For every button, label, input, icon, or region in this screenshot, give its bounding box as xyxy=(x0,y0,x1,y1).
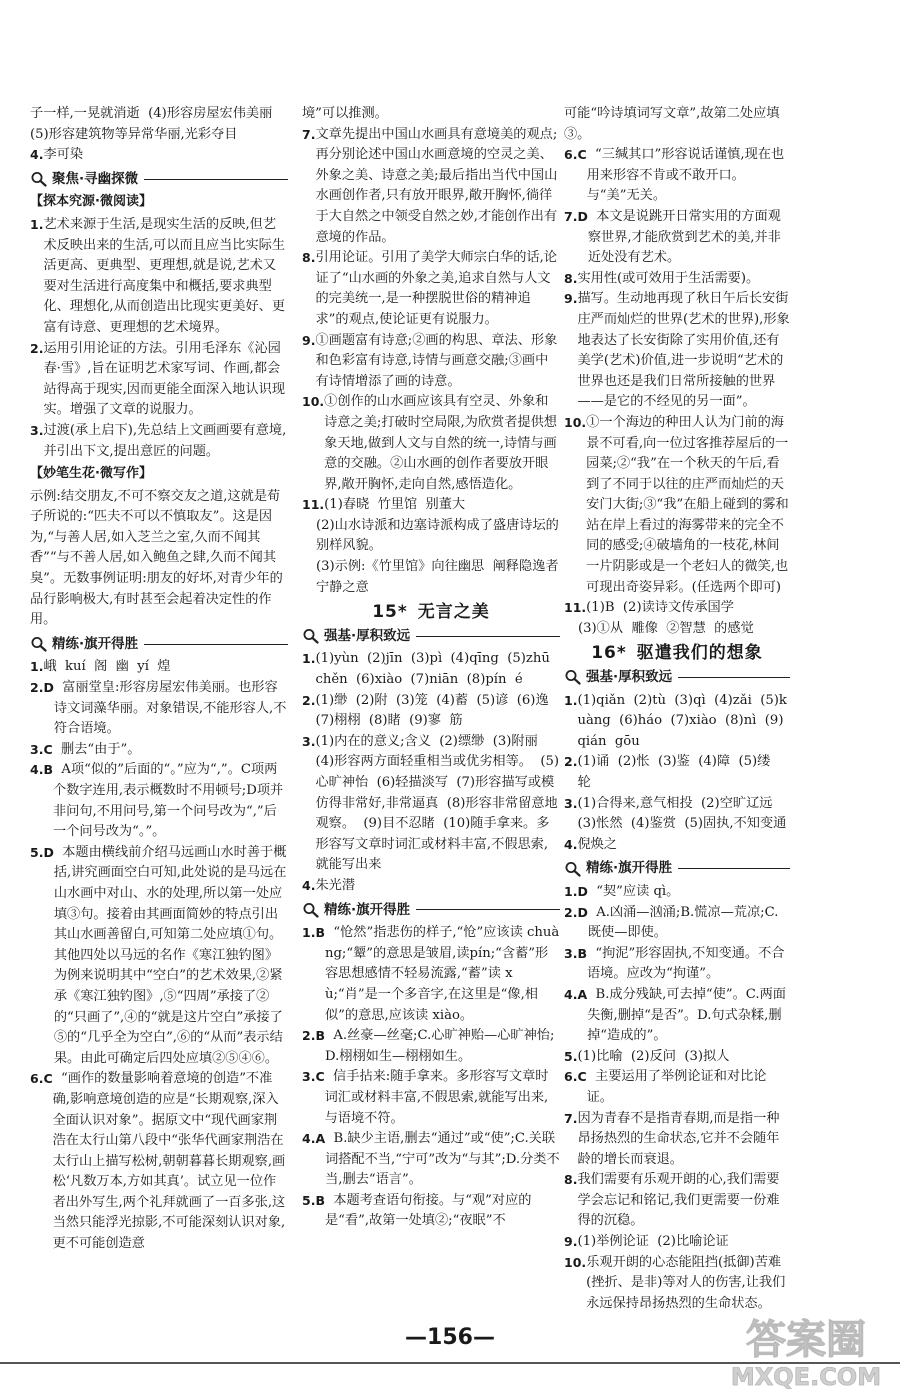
answer-text: 本题由横线前介绍马远画山水时善于概括,讲究画面空白可知,此处说的是马远在山水画中对山、水的处理,所以第一处应填③句。接着由其画面简妙的特点引出其山水画善留白,可知第二处应填①句。其他四处以马远的名作《寒江独钓图》为例来说明其中“空白”的艺术效果,②紧承《寒江独钓图》,⑤“四周”承接了②的“只画了”,④的“就是这片空白”承接了⑤的“几乎全为空白”,⑥的“从而”表示结果。由此可确定后四处应填②⑤④⑥。 xyxy=(53,844,287,1066)
answer-text: ①创作的山水画应该具有空灵、外象和诗意之美;打破时空局限,为欣赏者提供想象天地,做到人文与自然的统一,诗情与画意的交融。②山水画的创作者要放开眼界,敞开胸怀,走向自然,感悟造化。 xyxy=(324,394,557,492)
answer-text: 信手拈来:随手拿来。多形容写文章时词汇或材料丰富,不假思索,就能写出来,与语境不符。 xyxy=(324,1069,549,1126)
answer-text: (1)yùn (2)jīn (3)pì (4)qīng (5)zhū chěn (6)xiào (7)niān (8)pín é xyxy=(315,651,559,688)
section-title: 强基·厚积致远 xyxy=(324,627,411,644)
watermark-logo xyxy=(722,1315,890,1390)
answer-number: 3.B xyxy=(564,945,587,961)
answer-text: 倪焕之 xyxy=(577,836,618,852)
answer-text: ①一个海边的种田人认为门前的海景不可看,向一位过客推荐屋后的一园菜;②“我”在一个秋天的午后,看到了不同于以往的庄严而灿烂的天安门大街;③“我”在船上碰到的雾和站在岸上看过的海雾带来的完全不同的感受;④破墙角的一枝花,林间一片阴影或是一个老妇人的微笑,也可现出奇姿异彩。(任选两个即可) xyxy=(586,414,789,595)
answer-item xyxy=(564,882,790,903)
answer-number: 8. xyxy=(302,250,316,266)
answer-item xyxy=(302,1026,560,1067)
answer-number: 1.B xyxy=(302,925,325,941)
answer-number: 7.D xyxy=(564,208,588,224)
section-header xyxy=(302,626,560,647)
lesson-number: 15* xyxy=(372,602,408,623)
answer-text: (1)合得来,意气相投 (2)空旷辽远 (3)怅然 (4)鉴赏 (5)固执,不知变通 xyxy=(577,795,787,832)
answer-number: 10. xyxy=(564,1254,587,1270)
answer-text: 主要运用了举例论证和对比论证。 xyxy=(586,1069,767,1105)
answer-text: 因为青春不是指青春期,而是指一种昂扬热烈的生命状态,它并不会随年龄的增长而衰退。 xyxy=(577,1110,780,1167)
answer-text: B.缺少主语,删去“通过”或“使”;C.关联词搭配不当,“宁可”改为“与其”;D.分类不当,删去“语言”。 xyxy=(325,1131,560,1188)
answer-number: 4. xyxy=(564,836,578,852)
magnifier-icon-svg xyxy=(564,669,582,685)
magnifier-icon-svg xyxy=(564,861,582,877)
answer-number: 1. xyxy=(30,659,44,675)
answer-item xyxy=(30,740,288,761)
answer-text: A.丝豪—丝毫;C.心旷神贻—心旷神怡;D.栩栩如生—栩栩如生。 xyxy=(324,1028,555,1064)
answer-number: 1. xyxy=(564,692,578,708)
magnifier-icon xyxy=(302,902,320,918)
answer-text: (1)内在的意义;含义 (2)缥缈 (3)附丽 (4)形容两方面轻重相当或优劣相等。 (5)心旷神怡 (6)轻描淡写 (7)形容描写或模仿得非常好,非常逼真 (8)形容非常留意地观察。 (9)目不忍睹 (10)随手拿来。多形容写文章时词汇或材料丰富,不假思索,就能写出来 xyxy=(315,733,560,873)
answer-text: B.成分残缺,可去掉“使”。C.两面失衡,删掉“是否”。D.句式杂糅,删掉“造成的”。 xyxy=(587,986,786,1044)
lesson-number: 16* xyxy=(591,643,627,664)
watermark-url: MXQE.COM xyxy=(730,1363,882,1390)
magnifier-icon xyxy=(564,669,582,685)
answer-number: 5.B xyxy=(302,1192,325,1208)
answer-item xyxy=(564,835,790,856)
answer-item xyxy=(564,985,790,1047)
answer-item xyxy=(302,691,560,732)
answer-text: 朱光潜 xyxy=(315,877,356,893)
answer-item xyxy=(30,1069,288,1254)
answer-item xyxy=(302,248,560,330)
subsection-title: 【探本究源·微阅读】 xyxy=(30,194,152,210)
answer-number: 8. xyxy=(564,270,578,286)
answer-text: 文章先提出中国山水画具有意境美的观点;再分别论述中国山水画意境的空灵之美、外象之美、诗意之美;最后指出当代中国山水画创作者,只有放开眼界,敞开胸怀,徜徉于大自然之中领受自然之妙,才能创作出有意境的作品。 xyxy=(315,126,558,245)
answer-text: 删去“由于”。 xyxy=(52,741,141,757)
magnifier-icon-svg xyxy=(302,628,320,644)
answer-item xyxy=(564,903,790,944)
answer-item xyxy=(302,1067,560,1129)
answer-text: 乐观开朗的心态能阻挡(抵御)苦难(挫折、是非)等对人的伤害,让我们永远保持昂扬热烈的生命状态。 xyxy=(586,1254,786,1311)
answer-number: 10. xyxy=(302,394,325,410)
answer-item xyxy=(302,392,560,495)
answer-item xyxy=(564,752,790,793)
answer-number: 3.C xyxy=(302,1069,325,1085)
answer-paragraph: (3)①从 雕像 ②智慧 的感觉 xyxy=(578,620,754,636)
answer-number: 3. xyxy=(302,733,316,749)
answer-item xyxy=(564,691,790,753)
answer-text: (1)B (2)读诗文传承国学 xyxy=(586,600,734,616)
answer-paragraph: 示例:结交朋友,不可不察交友之道,这就是荀子所说的:“匹夫不可以不慎取友”。这是因为,“与善人居,如入芝兰之室,久而不闻其香”“与不善人居,如入鲍鱼之肆,久而不闻其臭”。无数事例证明:朋友的好坏,对青少年的品行影响极大,有时甚至会起着决定性的作用。 xyxy=(30,488,283,628)
answer-number: 1. xyxy=(302,651,316,667)
answer-number: 2.B xyxy=(302,1028,325,1044)
answer-number: 1.D xyxy=(564,883,588,899)
answer-text: 富丽堂皇:形容房屋宏伟美丽。也形容诗文词藻华丽。对象错误,不能形容人,不符合语境。 xyxy=(53,680,287,737)
answer-number: 7. xyxy=(302,126,316,142)
answer-text: “怆然”指悲伤的样子,“怆”应该读 chuàng;“颦”的意思是皱眉,读pín;“含蓄”形容思想感情不轻易流露,“蓄”读 xù;“肖”是一个多音字,在这里是“像,相似”的意思,应该读 xiào。 xyxy=(324,925,560,1023)
subsection-title: 【妙笔生花·微写作】 xyxy=(30,466,152,482)
answer-item xyxy=(564,1067,790,1108)
answer-text: 境”可以推测。 xyxy=(302,106,388,121)
magnifier-icon-svg xyxy=(30,171,48,187)
answer-number: 2.D xyxy=(564,904,588,920)
section-title: 精练·旗开得胜 xyxy=(586,860,673,877)
lesson-name: 无言之美 xyxy=(417,602,490,623)
answer-number: 2.D xyxy=(30,680,54,696)
answer-text: 本文是说跳开日常实用的方面观察世界,才能欣赏到艺术的美,并非近处没有艺术。 xyxy=(587,208,781,266)
answer-item xyxy=(30,843,288,1070)
page-number: —156— xyxy=(405,1325,495,1350)
answer-text: 运用引用论证的方法。引用毛泽东《沁园春·雪》,旨在证明艺术家写词、作画,都会站得高于现实,因而更能全面深入地认识现实。增强了文章的说服力。 xyxy=(43,340,286,418)
answer-paragraph: (3)示例:《竹里馆》向往幽思 阐释隐逸者宁静之意 xyxy=(316,559,559,595)
answer-item xyxy=(564,1232,790,1253)
answer-text: (1)举例论证 (2)比喻论证 xyxy=(577,1234,729,1250)
answer-item xyxy=(302,495,560,516)
section-header xyxy=(30,634,288,655)
answer-item xyxy=(564,1047,790,1068)
answer-text: “三缄其口”形容说话谨慎,现在也用来形容不肯或不敢开口。与“美”无关。 xyxy=(586,147,785,204)
answer-item xyxy=(302,732,560,876)
answer-text: A项“似的”后面的“。”应为“,”。C项两个数字连用,表示概数时不用顿号;D项并非问句,不用问号,第一个问号改为“,”后一个问号改为“。”。 xyxy=(52,762,284,840)
answer-item xyxy=(302,1191,560,1232)
answer-number: 5.D xyxy=(30,844,54,860)
column-right xyxy=(564,104,790,1314)
answer-text: “契”应读 qì。 xyxy=(587,883,680,899)
answer-text: 可能“吟诗填词写文章”,故第二处应填③。 xyxy=(564,106,780,142)
answer-item xyxy=(30,421,288,462)
answer-item xyxy=(302,649,560,690)
answer-item xyxy=(564,269,790,290)
answer-number: 6.C xyxy=(564,1069,587,1085)
answer-number: 10. xyxy=(564,414,587,430)
answer-item xyxy=(564,1170,790,1232)
magnifier-icon xyxy=(30,171,48,187)
answer-item xyxy=(30,215,288,339)
answer-number: 11. xyxy=(564,600,587,616)
answer-item xyxy=(564,1253,790,1315)
column-left xyxy=(30,104,288,1255)
section-title: 聚焦·寻幽探微 xyxy=(52,170,139,187)
answer-number: 3.C xyxy=(30,741,53,757)
answer-number: 2. xyxy=(564,754,578,770)
lesson-title xyxy=(302,602,560,623)
section-header xyxy=(302,900,560,921)
answer-text: “画作的数量影响着意境的创造”不准确,影响意境创造的应是“长期观察,深入全面认识对象”。据原文中“现代画家荆浩在太行山第八段中“张华代画家荆浩在太行山上描写松树,朝朝暮暮长期观察,画松‘凡数万本,方如其真’。试立见一位作者出外写生,两个礼拜就画了一百多张,这当然只能浮光掠影,不可能深刻认识对象,更不可能创造意 xyxy=(52,1071,286,1252)
answer-item xyxy=(302,1129,560,1191)
answer-item xyxy=(564,145,790,207)
section-header xyxy=(30,169,288,190)
answer-number: 3. xyxy=(564,795,578,811)
answer-item xyxy=(302,104,560,125)
answer-item xyxy=(30,760,288,842)
answer-number: 11. xyxy=(302,497,325,513)
section-rule xyxy=(416,636,560,637)
answer-text: A.凶涌—汹涌;B.慌凉—荒凉;C.既使—即使。 xyxy=(587,904,779,941)
answer-item xyxy=(564,944,790,985)
answer-number: 9. xyxy=(564,1234,578,1250)
answer-text: 子一样,一晃就消逝 (4)形容房屋宏伟美丽 (5)形容建筑物等异常华丽,光彩夺目 xyxy=(30,106,281,142)
answer-text: 引用论证。引用了美学大师宗白华的话,论证了“山水画的外象之美,追求自然与人文的完美统一,是一种摆脱世俗的精神追求”的观点,使论证更有说服力。 xyxy=(315,250,558,327)
answer-number: 3. xyxy=(30,422,44,438)
answer-text: (1)比喻 (2)反问 (3)拟人 xyxy=(577,1048,730,1064)
answer-item xyxy=(564,598,790,619)
answer-item xyxy=(30,145,288,166)
answer-number: 4.A xyxy=(302,1131,326,1147)
section-title: 强基·厚积致远 xyxy=(586,669,673,686)
answer-text: (1)诵 (2)怅 (3)鉴 (4)障 (5)缕 轮 xyxy=(577,754,779,790)
answer-item xyxy=(564,1109,790,1171)
answer-text: 李可染 xyxy=(43,147,84,163)
answer-number: 4.A xyxy=(564,986,588,1002)
answer-item xyxy=(302,923,560,1026)
answer-number: 4.B xyxy=(30,762,53,778)
answer-number: 8. xyxy=(564,1172,578,1188)
magnifier-icon xyxy=(30,636,48,652)
section-rule xyxy=(678,868,790,869)
section-rule xyxy=(678,677,790,678)
answer-item xyxy=(564,289,790,413)
answer-text: (1)春晓 竹里馆 别董大 xyxy=(324,497,466,513)
answer-number: 6.C xyxy=(30,1071,53,1087)
magnifier-icon-svg xyxy=(302,902,320,918)
answer-item xyxy=(30,657,288,678)
answer-text: 我们需要有乐观开朗的心,我们需要学会忘记和铭记,我们更需要一份难得的沉稳。 xyxy=(577,1172,780,1229)
section-header xyxy=(564,667,790,688)
section-header xyxy=(564,858,790,879)
watermark-main: 答案圈 xyxy=(746,1317,866,1363)
answer-paragraph: (2)山水诗派和边塞诗派构成了盛唐诗坛的别样风貌。 xyxy=(316,517,559,554)
answer-item xyxy=(564,413,790,598)
answer-text: 峨 kuí 阁 幽 yí 煌 xyxy=(43,659,171,675)
answer-item xyxy=(30,678,288,740)
answer-number: 6.C xyxy=(564,147,587,163)
section-rule xyxy=(144,644,288,645)
lesson-title xyxy=(564,643,790,664)
answer-item xyxy=(564,104,790,145)
section-rule xyxy=(416,909,560,910)
answer-number: 2. xyxy=(302,692,316,708)
answer-number: 4. xyxy=(30,147,44,163)
answer-text: 艺术来源于生活,是现实生活的反映,但艺术反映出来的生活,可以而且应当比实际生活更高、更典型、更理想,就是说,艺术又要对生活进行高度集中和概括,要求典型化、理想化,从而创造出比现实更美好、更富有诗意、更理想的艺术境界。 xyxy=(43,216,286,335)
answer-text: 过渡(承上启下),先总结上文画画要有意境,并引出下文,提出意匠的问题。 xyxy=(43,422,287,459)
column-middle xyxy=(302,104,560,1232)
answer-item xyxy=(30,104,288,145)
answer-item xyxy=(564,207,790,269)
answer-text: 本题考查语句衔接。与“观”对应的是“看”,故第一处填②;“夜眠”不 xyxy=(324,1192,532,1229)
answer-text: “拘泥”形容固执,不知变通。不合语境。应改为“拘谨”。 xyxy=(586,945,785,982)
answer-item xyxy=(564,794,790,835)
answer-number: 2. xyxy=(30,340,44,356)
answer-number: 5. xyxy=(564,1048,578,1064)
section-rule xyxy=(144,179,288,180)
answer-text: (1)缈 (2)附 (3)笼 (4)蓄 (5)谚 (6)逸 (7)栩栩 (8)睹 (9)寥 筋 xyxy=(315,692,557,729)
answer-item xyxy=(302,125,560,249)
answer-number: 9. xyxy=(564,291,578,307)
magnifier-icon xyxy=(564,861,582,877)
answer-item xyxy=(30,339,288,421)
answer-text: 实用性(或可效用于生活需要)。 xyxy=(577,270,760,286)
section-title: 精练·旗开得胜 xyxy=(324,901,411,918)
answer-number: 9. xyxy=(302,332,316,348)
answer-text: 描写。生动地再现了秋日午后长安街庄严而灿烂的世界(艺术的世界),形象地表达了长安街除了实用价值,还有美学(艺术)价值,进一步说明“艺术的世界也还是我们日常所接触的世界——是它的不经见的另一面”。 xyxy=(577,291,790,410)
answer-number: 7. xyxy=(564,1110,578,1126)
answer-item xyxy=(302,331,560,393)
answer-text: (1)qiǎn (2)tù (3)qì (4)zǎi (5)kuàng (6)háo (7)xiào (8)nì (9)qián gōu xyxy=(577,692,787,749)
magnifier-icon xyxy=(302,628,320,644)
answer-number: 4. xyxy=(302,877,316,893)
section-title: 精练·旗开得胜 xyxy=(52,635,139,652)
answer-item xyxy=(302,876,560,897)
lesson-name: 驱遣我们的想象 xyxy=(636,643,763,664)
answer-text: ①画题富有诗意;②画的构思、章法、形象和色彩富有诗意,诗情与画意交融;③画中有诗情增添了画的诗意。 xyxy=(315,332,558,389)
answer-number: 1. xyxy=(30,216,44,232)
magnifier-icon-svg xyxy=(30,636,48,652)
